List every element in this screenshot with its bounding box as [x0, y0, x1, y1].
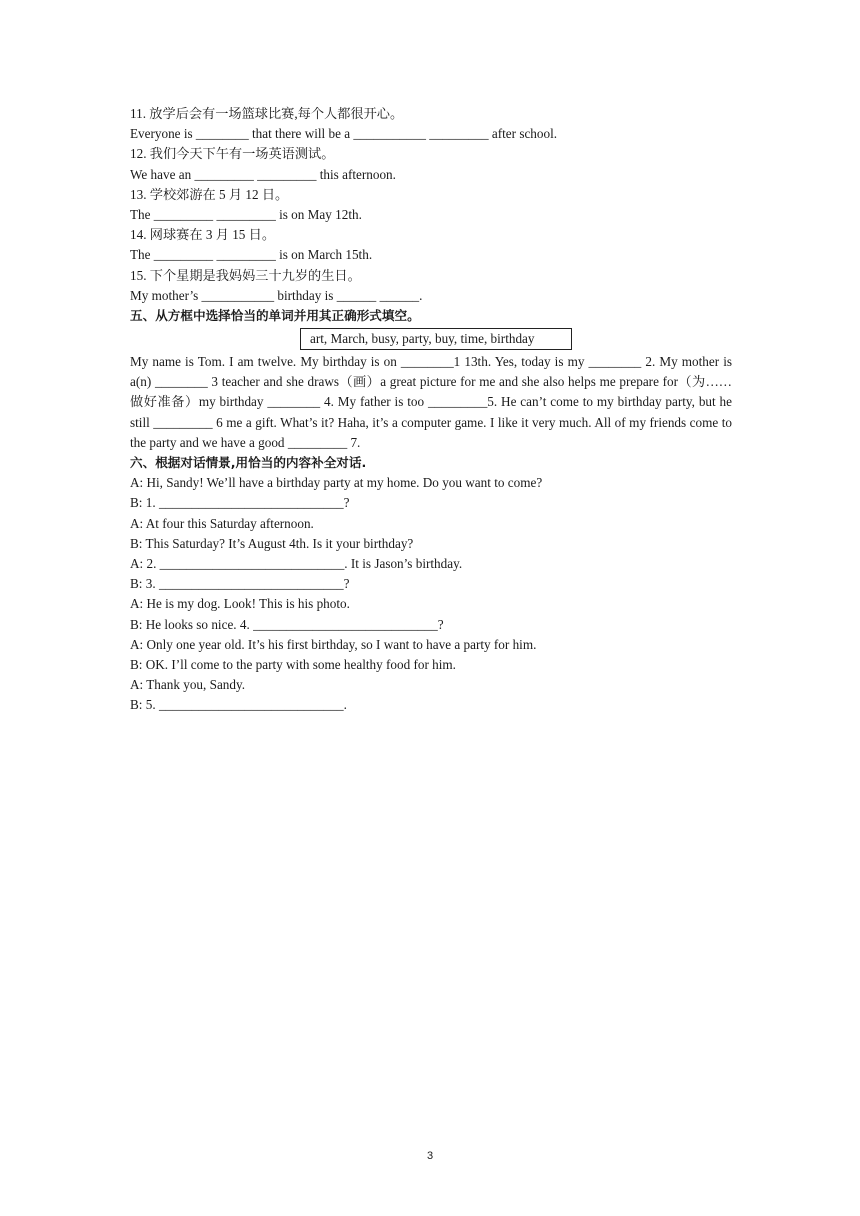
dialogue-line: A: 2. ____________________________. It is Jason’s birthday.	[130, 556, 463, 572]
cloze-passage: My name is Tom. I am twelve. My birthday is on ________1 13th. Yes, today is my ________ 2. My mother is a(n) ________ 3 teacher and she draws（画）a great picture for me and she also helps me prepare for（为……做好准备）my birthday ________ 4. My father is too _________5. He can’t come to my birthday party, but he still _________ 6 me a gift. What’s it? Haha, it’s a computer game. I like it very much. All of my friends come to the party and we have a good _________ 7.	[130, 354, 732, 450]
english-sentence: My mother’s ___________ birthday is ______ ______.	[130, 287, 423, 303]
chinese-prompt: 我们今天下午有一场英语测试。	[149, 146, 335, 162]
chinese-prompt: 放学后会有一场篮球比赛,每个人都很开心。	[149, 106, 404, 121]
chinese-prompt: 学校郊游在 5 月 12 日。	[149, 186, 289, 202]
exercise-item-14	[130, 225, 732, 265]
english-sentence: The _________ _________ is on May 12th.	[130, 206, 362, 222]
section-6-heading: 六、根据对话情景,用恰当的内容补全对话.	[130, 455, 367, 471]
document-page	[130, 104, 732, 716]
exercise-item-13	[130, 185, 732, 225]
dialogue-line: B: OK. I’ll come to the party with some healthy food for him.	[130, 656, 456, 672]
section-5-heading: 五、从方框中选择恰当的单词并用其正确形式填空。	[130, 307, 420, 323]
dialogue-line: B: 1. ____________________________?	[130, 495, 350, 511]
dialogue-line: B: 3. ____________________________?	[130, 576, 350, 592]
dialogue-line: A: Thank you, Sandy.	[130, 677, 246, 693]
page-number: 3	[426, 1150, 434, 1162]
item-number: 15.	[130, 267, 147, 283]
dialogue-line: B: 5. ____________________________.	[130, 697, 347, 713]
dialogue-line: A: At four this Saturday afternoon.	[130, 515, 314, 531]
chinese-prompt: 下个星期是我妈妈三十九岁的生日。	[149, 267, 361, 283]
chinese-prompt: 网球赛在 3 月 15 日。	[149, 227, 276, 243]
english-sentence: We have an _________ _________ this afternoon.	[130, 166, 396, 182]
item-number: 13.	[130, 186, 147, 202]
word-box: art, March, busy, party, buy, time, birthday	[300, 328, 572, 350]
item-number: 11.	[130, 106, 146, 121]
exercise-item-15	[130, 266, 732, 306]
dialogue-line: A: Hi, Sandy! We’ll have a birthday party at my home. Do you want to come?	[130, 475, 543, 491]
english-sentence: The _________ _________ is on March 15th.	[130, 247, 373, 263]
english-sentence: Everyone is ________ that there will be a ___________ _________ after school.	[130, 126, 558, 142]
dialogue-line: A: Only one year old. It’s his first birthday, so I want to have a party for him.	[130, 636, 537, 652]
dialogue	[130, 473, 732, 715]
dialogue-line: B: This Saturday? It’s August 4th. Is it your birthday?	[130, 535, 414, 551]
item-number: 14.	[130, 227, 147, 243]
dialogue-line: B: He looks so nice. 4. ____________________________?	[130, 616, 444, 632]
item-number: 12.	[130, 146, 147, 162]
exercise-item-11	[130, 104, 732, 144]
dialogue-line: A: He is my dog. Look! This is his photo.	[130, 596, 350, 612]
exercise-item-12	[130, 144, 732, 184]
